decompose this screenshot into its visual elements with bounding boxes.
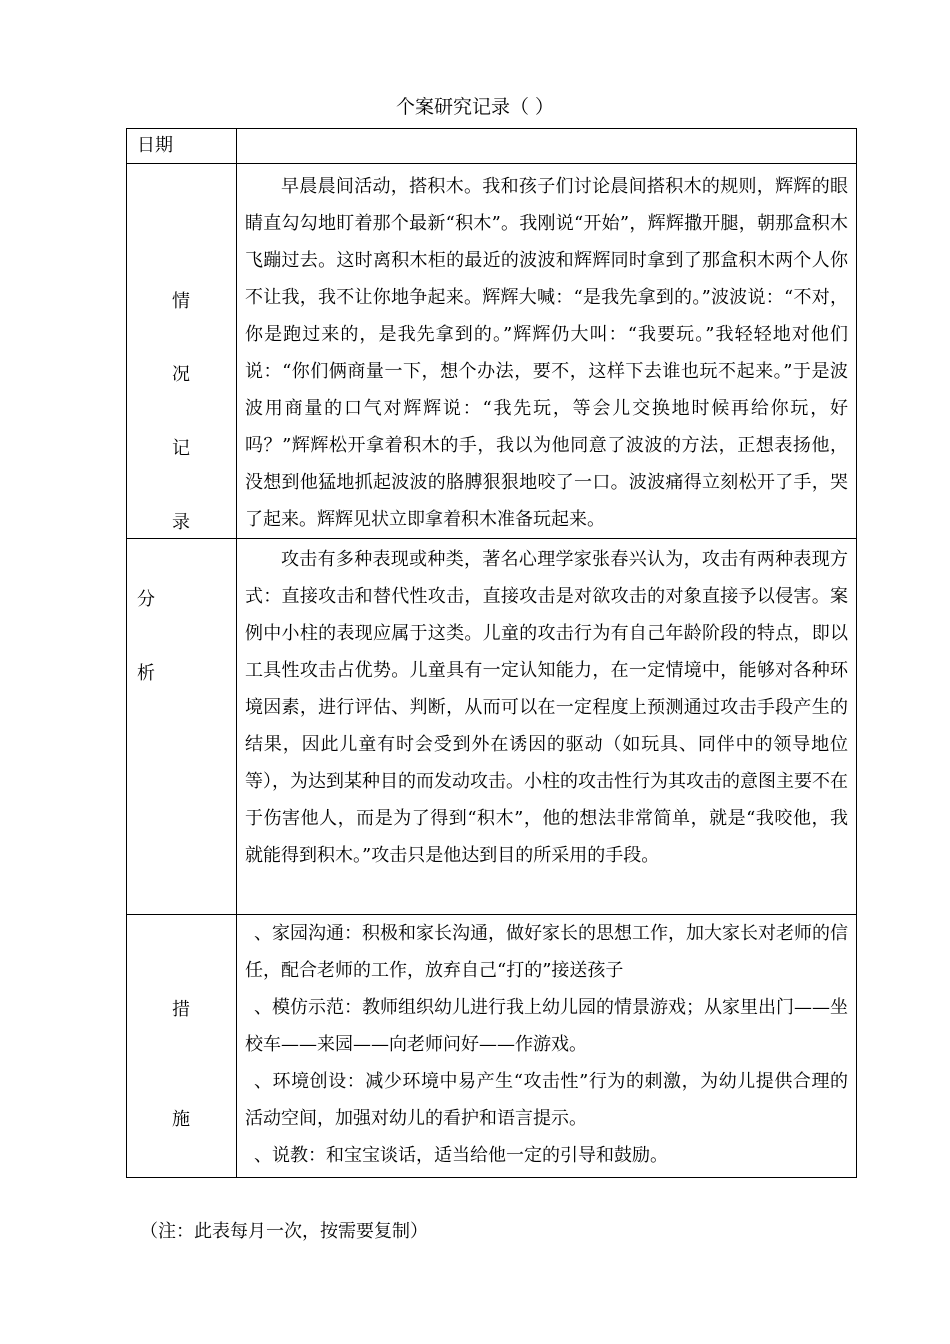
analysis-row xyxy=(127,539,857,915)
analysis-content xyxy=(237,539,857,915)
measures-content xyxy=(237,915,857,1178)
date-row xyxy=(127,129,857,164)
measure-item: 、模仿示范：教师组织幼儿进行我上幼儿园的情景游戏；从家里出门——坐校车——来园——向老师问好——作游戏。 xyxy=(245,997,848,1055)
situation-row xyxy=(127,164,857,539)
analysis-label xyxy=(127,539,237,915)
footnote: （注：此表每月一次，按需要复制） xyxy=(140,1221,428,1242)
situation-label-char: 录 xyxy=(172,512,190,533)
analysis-label-char: 分 xyxy=(137,589,155,610)
analysis-text: 攻击有多种表现或种类，著名心理学家张春兴认为，攻击有两种表现方式：直接攻击和替代性攻击，直接攻击是对欲攻击的对象直接予以侵害。案例中小柱的表现应属于这类。儿童的攻击行为有自己年龄阶段的特点，即以工具性攻击占优势。儿童具有一定认知能力，在一定情境中，能够对各种环境因素，进行评估、判断，从而可以在一定程度上预测通过攻击手段产生的结果，因此儿童有时会受到外在诱因的驱动（如玩具、同伴中的领导地位等），为达到某种目的而发动攻击。小柱的攻击性行为其攻击的意图主要不在于伤害他人，而是为了得到“积木”，他的想法非常简单，就是“我咬他，我就能得到积木。”攻击只是他达到目的所采用的手段。 xyxy=(245,549,848,866)
measures-label-char: 施 xyxy=(172,1109,190,1130)
date-label: 日期 xyxy=(127,129,237,164)
situation-text: 早晨晨间活动，搭积木。我和孩子们讨论晨间搭积木的规则，辉辉的眼睛直勾勾地盯着那个最新“积木”。我刚说“开始”，辉辉撒开腿，朝那盒积木飞蹦过去。这时离积木柜的最近的波波和辉辉同时拿到了那盒积木两个人你不让我，我不让你地争起来。辉辉大喊：“是我先拿到的。”波波说：“不对，你是跑过来的，是我先拿到的。”辉辉仍大叫：“我要玩。”我轻轻地对他们说：“你们俩商量一下，想个办法，要不，这样下去谁也玩不起来。”于是波波用商量的口气对辉辉说：“我先玩，等会儿交换地时候再给你玩，好吗？”辉辉松开拿着积木的手，我以为他同意了波波的方法，正想表扬他，没想到他猛地抓起波波的胳膊狠狠地咬了一口。波波痛得立刻松开了手，哭了起来。辉辉见状立即拿着积木准备玩起来。 xyxy=(245,176,848,530)
situation-label xyxy=(127,164,237,539)
measures-label-char: 措 xyxy=(172,999,190,1020)
measure-item: 、说教：和宝宝谈话，适当给他一定的引导和鼓励。 xyxy=(254,1145,668,1166)
situation-label-char: 情 xyxy=(172,291,190,312)
situation-label-char: 记 xyxy=(172,438,190,459)
date-value xyxy=(237,129,857,164)
case-record-table xyxy=(126,128,857,1178)
measure-item: 、环境创设：减少环境中易产生“攻击性”行为的刺激，为幼儿提供合理的活动空间，加强对幼儿的看护和语言提示。 xyxy=(245,1071,848,1129)
page-title: 个案研究记录（ ） xyxy=(395,96,555,118)
analysis-label-char: 析 xyxy=(137,663,155,684)
situation-label-char: 况 xyxy=(172,364,190,385)
measures-row xyxy=(127,915,857,1178)
situation-content xyxy=(237,164,857,539)
measures-label xyxy=(127,915,237,1178)
measure-item: 、家园沟通：积极和家长沟通，做好家长的思想工作，加大家长对老师的信任，配合老师的工作，放弃自己“打的”接送孩子 xyxy=(245,923,848,981)
